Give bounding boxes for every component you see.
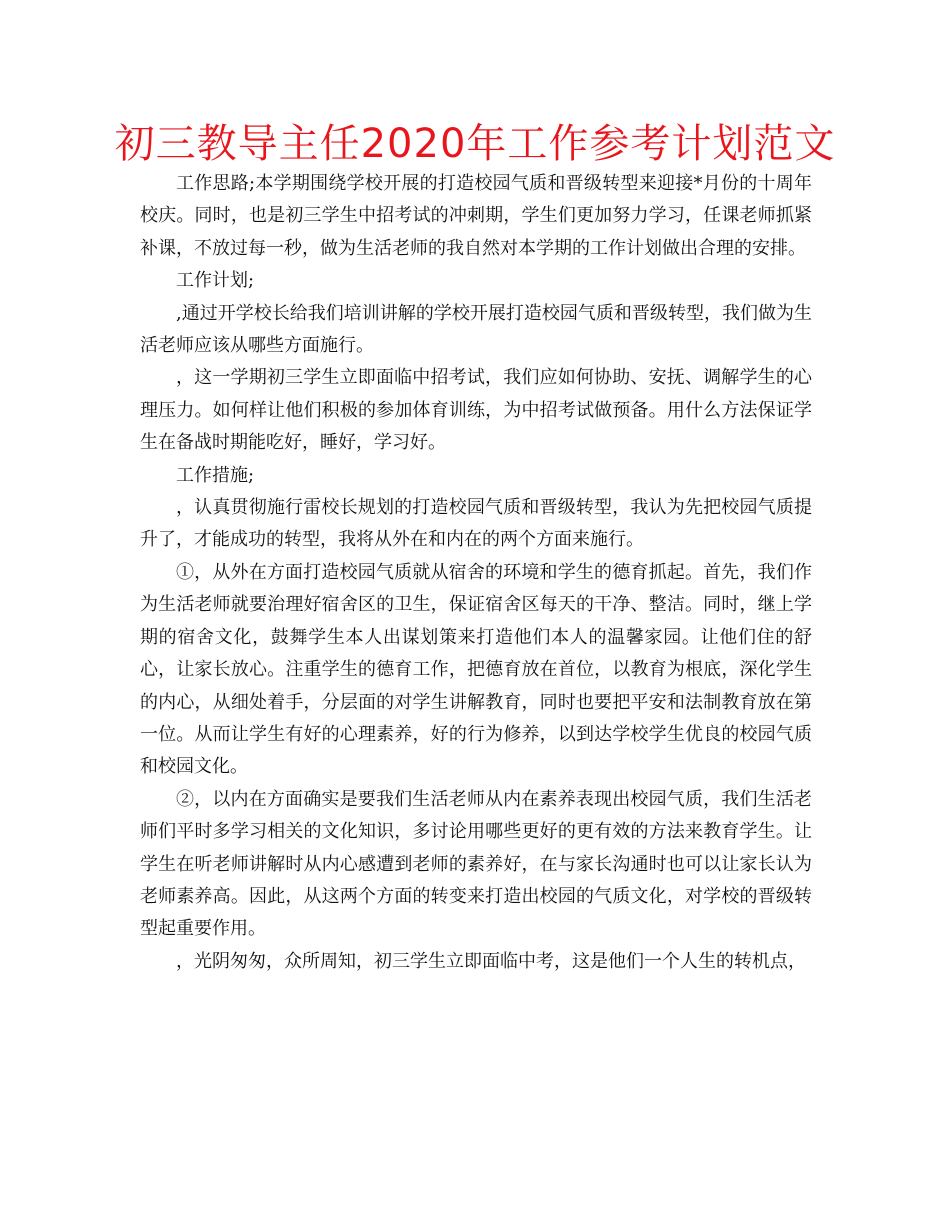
- paragraph-measure-1: ，认真贯彻施行雷校长规划的打造校园气质和晋级转型，我认为先把校园气质提升了，才能成功的转型，我将从外在和内在的两个方面来施行。: [140, 497, 812, 551]
- paragraph-measure-2: ，光阴匆匆，众所周知，初三学生立即面临中考，这是他们一个人生的转机点，: [176, 950, 806, 972]
- paragraph-measure-external: ①，从外在方面打造校园气质就从宿舍的环境和学生的德育抓起。首先，我们作为生活老师就要治理好宿舍区的卫生，保证宿舍区每天的干净、整洁。同时，继上学期的宿舍文化，鼓舞学生本人出谋划策来打造他们本人的温馨家园。让他们住的舒心，让家长放心。注重学生的德育工作，把德育放在首位，以教育为根底，深化学生的内心，从细处着手，分层面的对学生讲解教育，同时也要把平安和法制教育放在第一位。从而让学生有好的心理素养，好的行为修养，以到达学校学生优良的校园气质和校园文化。: [140, 561, 812, 778]
- paragraph-measure-internal: ②，以内在方面确实是要我们生活老师从内在素养表现出校园气质，我们生活老师们平时多学习相关的文化知识，多讨论用哪些更好的更有效的方法来教育学生。让学生在听老师讲解时从内心感遭到老师的素养好，在与家长沟通时也可以让家长认为老师素养高。因此，从这两个方面的转变来打造出校园的气质文化，对学校的晋级转型起重要作用。: [140, 788, 812, 940]
- paragraph-work-plan-heading: 工作计划;: [176, 270, 255, 292]
- paragraph-work-measures-heading: 工作措施;: [176, 464, 255, 486]
- document-title: 初三教导主任2020年工作参考计划范文: [114, 121, 836, 167]
- document-body: [140, 168, 812, 978]
- paragraph-plan-item-1: ,通过开学校长给我们培训讲解的学校开展打造校园气质和晋级转型，我们做为生活老师应该从哪些方面施行。: [140, 302, 812, 357]
- paragraph-work-idea: 工作思路;本学期围绕学校开展的打造校园气质和晋级转型来迎接*月份的十周年校庆。同时，也是初三学生中招考试的冲刺期，学生们更加努力学习，任课老师抓紧补课，不放过每一秒，做为生活老师的我自然对本学期的工作计划做出合理的安排。: [140, 173, 812, 259]
- paragraph-plan-item-2: ，这一学期初三学生立即面临中招考试，我们应如何协助、安抚、调解学生的心理压力。如何样让他们积极的参加体育训练，为中招考试做预备。用什么方法保证学生在备战时期能吃好，睡好，学习好。: [140, 367, 812, 454]
